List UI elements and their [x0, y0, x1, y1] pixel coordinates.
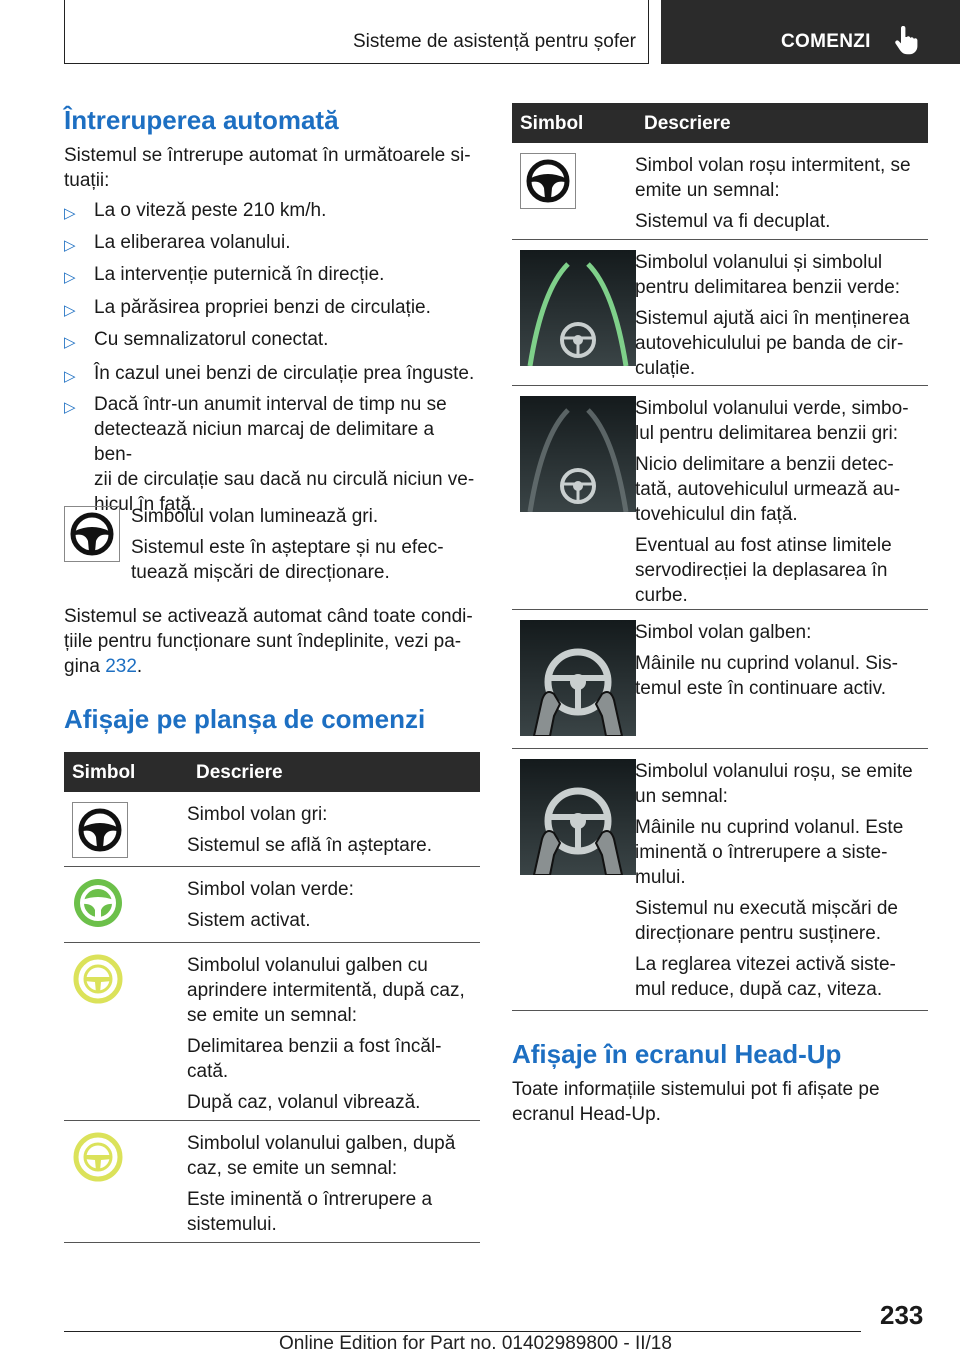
bullet-item [64, 262, 476, 287]
description-paragraph [187, 1090, 476, 1115]
text-line: La intervenție puternică în direcție. [94, 264, 385, 285]
text-line: . [136, 656, 143, 677]
description-paragraph [635, 620, 924, 645]
text-line: Simbol volan verde: [187, 879, 354, 900]
text-line: Nicio delimitare a benzii detec- [635, 454, 894, 475]
table-row [512, 143, 928, 240]
text-line: ecranul Head-Up. [512, 1104, 661, 1125]
dashboard-hands-red-icon [520, 759, 636, 880]
steering-wheel-green-icon [72, 877, 124, 934]
text-line: Simbolul volanului galben, după [187, 1133, 456, 1154]
text-line: Simbol volan roșu intermitent, se [635, 155, 911, 176]
text-line: Sistemul se întrerupe automat în următoarele si- [64, 145, 471, 166]
row-description [187, 802, 476, 864]
bullet-triangle-icon: ▷ [64, 399, 76, 416]
text-line: În cazul unei benzi de circulație prea înguste. [94, 363, 475, 384]
text-line: țiile pentru funcționare sunt îndeplinite, vezi pa- [64, 631, 462, 652]
description-paragraph [635, 759, 924, 809]
table-row [64, 867, 480, 943]
description-paragraph [635, 452, 924, 527]
description-paragraph [187, 877, 476, 902]
text-line: zii de circulație sau dacă nu circulă niciun ve- [94, 469, 475, 490]
text-line: direcționare pentru susținere. [635, 923, 882, 944]
text-line: Este iminentă o întrerupere a [187, 1189, 433, 1210]
bullet-item [64, 230, 476, 255]
text-line: Dacă într-un anumit interval de timp nu se [94, 394, 447, 415]
table-row [512, 610, 928, 749]
text-line: Sistemul se activează automat când toate condi- [64, 606, 473, 627]
description-paragraph [187, 1187, 476, 1237]
footer-edition: Online Edition for Part no. 01402989800 - II/18 [279, 1333, 672, 1354]
col-symbol: Simbol [520, 113, 584, 134]
text-line: Simbolul volanului verde, simbo- [635, 398, 909, 419]
text-line: Simbol volan gri: [187, 804, 328, 825]
text-line: Eventual au fost atinse limitele [635, 535, 892, 556]
row-description [635, 250, 924, 387]
heading-head-up-display: Afișaje în ecranul Head-Up [512, 1039, 842, 1069]
table-header [512, 103, 928, 143]
text-line: Sistemul nu execută mișcări de [635, 898, 898, 919]
row-description [187, 1131, 476, 1243]
hud-paragraph [512, 1077, 932, 1127]
footer-divider [64, 1331, 861, 1332]
table-header [64, 752, 480, 792]
text-line: detectează niciun marcaj de delimitare a ben- [94, 419, 435, 465]
text-line: pentru delimitarea benzii verde: [635, 277, 901, 298]
text-line: Cu semnalizatorul conectat. [94, 329, 329, 350]
bullet-triangle-icon: ▷ [64, 368, 76, 385]
page-link[interactable]: 232 [105, 656, 137, 677]
row-description [187, 877, 476, 939]
text-line: Simbol volan galben: [635, 622, 812, 643]
text-line: Sistemul este în așteptare și nu efec- [131, 537, 444, 558]
text-line: temul este în continuare activ. [635, 678, 886, 699]
text-line: Mâinile nu cuprind volanul. Este [635, 817, 904, 838]
description-paragraph [187, 1131, 476, 1181]
row-description [187, 953, 476, 1121]
text-line: curbe. [635, 585, 688, 606]
pointing-hand-icon [893, 26, 919, 56]
text-line: Simbolul volanului galben cu [187, 955, 428, 976]
text-line: tată, autovehiculul urmează au- [635, 479, 901, 500]
running-header-section: Sisteme de asistență pentru șofer [352, 31, 636, 52]
dashboard-hands-yellow-icon [520, 620, 636, 741]
text-line: Sistem activat. [187, 910, 311, 931]
dashboard-wheel-green-lanes-icon [520, 250, 636, 371]
heading-control-panel-displays: Afișaje pe planșa de comenzi [64, 704, 426, 734]
heading-automatic-interruption: Întreruperea automată [64, 105, 339, 135]
col-description: Descriere [644, 113, 731, 134]
table-row [64, 1121, 480, 1243]
bullet-triangle-icon: ▷ [64, 269, 76, 286]
description-paragraph [187, 802, 476, 827]
description-paragraph [635, 306, 924, 381]
text-line: După caz, volanul vibrează. [187, 1092, 421, 1113]
text-line: mul reduce, după caz, viteza. [635, 979, 883, 1000]
text-line: cată. [187, 1061, 229, 1082]
bullet-triangle-icon: ▷ [64, 237, 76, 254]
description-paragraph [187, 1034, 476, 1084]
bullet-item [64, 392, 476, 517]
steering-wheel-red-icon [520, 153, 576, 209]
col-description: Descriere [196, 762, 283, 783]
text-line: servodirecției la deplasarea în [635, 560, 888, 581]
table-row [512, 240, 928, 386]
steering-wheel-yellow-flashing-icon [72, 953, 124, 1010]
description-paragraph [635, 896, 924, 946]
text-line: culație. [635, 358, 696, 379]
text-line: Mâinile nu cuprind volanul. Sis- [635, 653, 898, 674]
page-number: 233 [880, 1300, 924, 1330]
text-line: lul pentru delimitarea benzii gri: [635, 423, 898, 444]
text-line: La o viteză peste 210 km/h. [94, 200, 327, 221]
description-paragraph [187, 833, 476, 858]
steering-wheel-yellow-icon [72, 1131, 124, 1188]
text-line: tuează mișcări de direcționare. [131, 562, 390, 583]
auto-activation-paragraph [64, 604, 484, 679]
text-line: Simbolul volanului roșu, se emite [635, 761, 913, 782]
table-row [512, 386, 928, 610]
description-paragraph [635, 651, 924, 701]
text-line: Sistemul se află în așteptare. [187, 835, 433, 856]
row-description [635, 396, 924, 614]
text-line: sistemului. [187, 1214, 277, 1235]
text-line: caz, se emite un semnal: [187, 1158, 398, 1179]
text-line: hicul în față. [94, 494, 197, 515]
description-paragraph [187, 953, 476, 1028]
table-row [64, 792, 480, 867]
text-line: Delimitarea benzii a fost încăl- [187, 1036, 442, 1057]
table-row [64, 943, 480, 1121]
col-symbol: Simbol [72, 762, 136, 783]
text-line: Sistemul ajută aici în menținerea [635, 308, 910, 329]
text-line: un semnal: [635, 786, 728, 807]
text-line: Simbolul volanului și simbolul [635, 252, 883, 273]
text-line: emite un semnal: [635, 180, 780, 201]
text-line: La reglarea vitezei activă siste- [635, 954, 896, 975]
row-description [635, 620, 924, 707]
text-line: La părăsirea propriei benzi de circulație. [94, 297, 431, 318]
text-line: tovehiculul din față. [635, 504, 798, 525]
bullet-item [64, 361, 476, 386]
text-line: se emite un semnal: [187, 1005, 358, 1026]
text-line: aprindere intermitentă, după caz, [187, 980, 465, 1001]
text-line: tuații: [64, 170, 110, 191]
description-paragraph [635, 209, 924, 234]
dashboard-wheel-gray-lanes-icon [520, 396, 636, 517]
left-symbol-table [64, 752, 480, 1243]
text-line: iminentă o întrerupere a siste- [635, 842, 888, 863]
bullet-triangle-icon: ▷ [64, 205, 76, 222]
description-paragraph [635, 250, 924, 300]
standby-note [131, 504, 481, 585]
steering-wheel-gray-icon [64, 506, 120, 562]
bullet-item [64, 295, 476, 320]
bullet-item [64, 327, 476, 352]
running-header-box [64, 0, 649, 64]
description-paragraph [635, 533, 924, 608]
right-symbol-table [512, 103, 928, 1011]
text-line: Sistemul va fi decuplat. [635, 211, 831, 232]
text-line: autovehiculului pe banda de cir- [635, 333, 904, 354]
description-paragraph [635, 815, 924, 890]
intro-paragraph [64, 143, 484, 193]
description-paragraph [635, 396, 924, 446]
standby-symbol-box [64, 506, 120, 562]
description-paragraph [635, 153, 924, 203]
row-description [635, 153, 924, 240]
bullet-triangle-icon: ▷ [64, 334, 76, 351]
text-line: Simbolul volan luminează gri. [131, 506, 379, 527]
steering-wheel-gray-icon [72, 802, 128, 858]
text-line: La eliberarea volanului. [94, 232, 291, 253]
description-paragraph [635, 952, 924, 1002]
text-line: mului. [635, 867, 686, 888]
description-paragraph [187, 908, 476, 933]
text-line: Toate informațiile sistemului pot fi afișate pe [512, 1079, 880, 1100]
bullet-triangle-icon: ▷ [64, 302, 76, 319]
text-line: gina [64, 656, 106, 677]
table-row [512, 749, 928, 1011]
bullet-item [64, 198, 476, 223]
row-description [635, 759, 924, 1008]
chapter-title: COMENZI [781, 31, 871, 52]
